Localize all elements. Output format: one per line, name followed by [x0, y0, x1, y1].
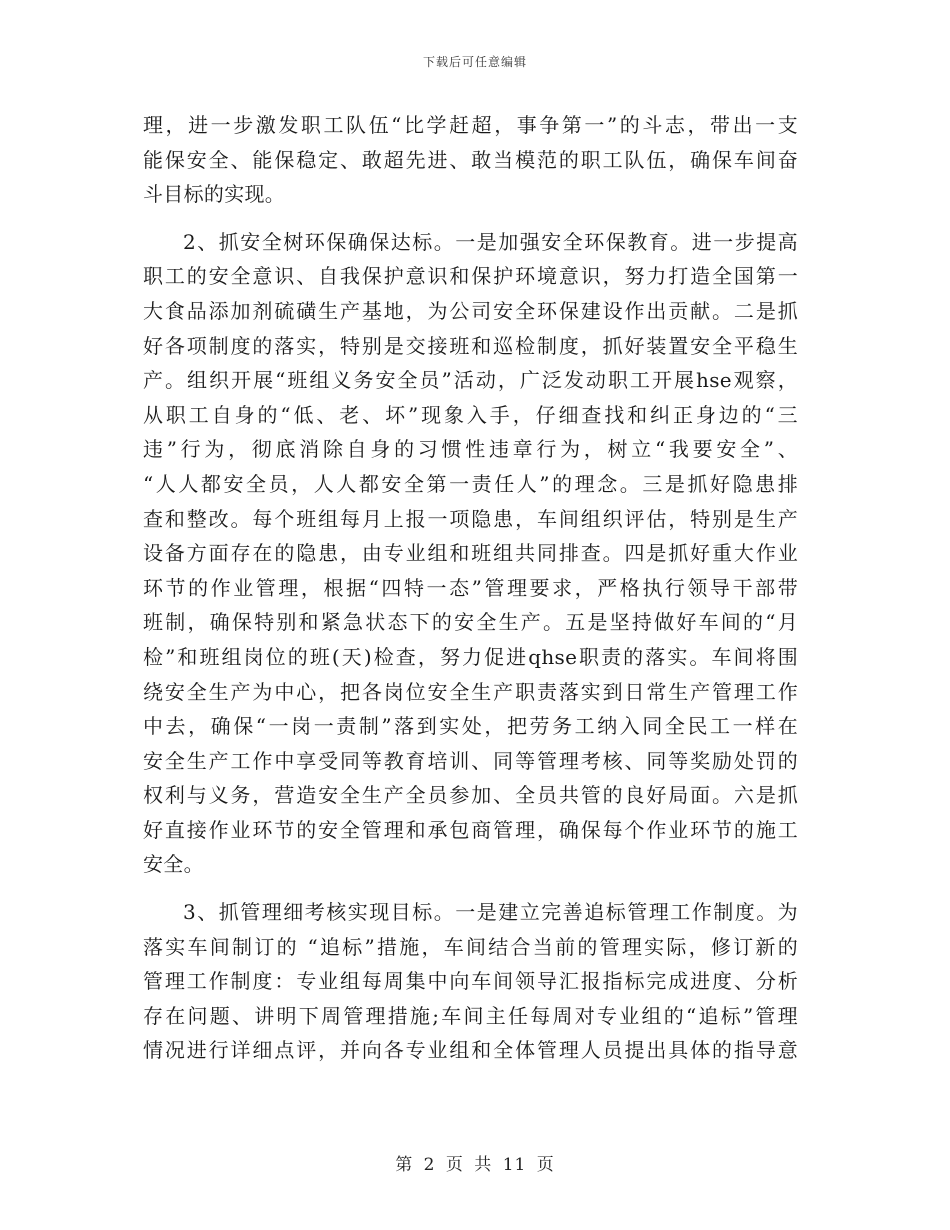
text-line: 违”行为，彻底消除自身的习惯性违章行为，树立“我要安全”、 — [143, 437, 798, 462]
text-line: 设备方面存在的隐患，由专业组和班组共同排查。四是抓好重大作业 — [143, 541, 798, 566]
text-line: 职工的安全意识、自我保护意识和保护环境意识，努力打造全国第一 — [143, 264, 798, 289]
text-line: 环节的作业管理，根据“四特一态”管理要求，严格执行领导干部带 — [143, 575, 798, 600]
paragraph-2 — [143, 225, 798, 882]
text-line: 理，进一步激发职工队伍“比学赶超，事争第一”的斗志，带出一支 — [143, 113, 798, 137]
page-header: 下载后可任意编辑 — [422, 55, 527, 69]
paragraph-3 — [143, 895, 798, 1068]
text-line: 绕安全生产为中心，把各岗位安全生产职责落实到日常生产管理工作 — [143, 679, 798, 704]
text-line: 存在问题、讲明下周管理措施;车间主任每周对专业组的“追标”管理 — [143, 1003, 798, 1028]
text-line: 大食品添加剂硫磺生产基地，为公司安全环保建设作出贡献。二是抓 — [143, 298, 798, 323]
text-line: 查和整改。每个班组每月上报一项隐患，车间组织评估，特别是生产 — [143, 506, 798, 531]
text-line: 斗目标的实现。 — [143, 182, 286, 207]
text-line: 好直接作业环节的安全管理和承包商管理，确保每个作业环节的施工 — [143, 817, 798, 842]
text-line: 落实车间制订的 “追标”措施，车间结合当前的管理实际，修订新的 — [143, 934, 798, 959]
text-line: 管理工作制度：专业组每周集中向车间领导汇报指标完成进度、分析 — [143, 969, 798, 994]
text-line: 权利与义务，营造安全生产全员参加、全员共管的良好局面。六是抓 — [143, 783, 798, 808]
text-line: 产。组织开展“班组义务安全员”活动，广泛发动职工开展hse观察， — [143, 368, 798, 393]
document-body — [143, 108, 798, 1068]
paragraph-1 — [143, 108, 798, 212]
paragraph-gap — [143, 212, 798, 225]
paragraph-gap — [143, 882, 798, 895]
text-line: 班制，确保特别和紧急状态下的安全生产。五是坚持做好车间的“月 — [143, 610, 798, 635]
text-line: 好各项制度的落实，特别是交接班和巡检制度，抓好装置安全平稳生 — [143, 333, 798, 358]
text-line: 安全。 — [143, 852, 204, 877]
text-line: “人人都安全员，人人都安全第一责任人”的理念。三是抓好隐患排 — [143, 471, 798, 496]
text-line: 2、抓安全树环保确保达标。一是加强安全环保教育。进一步提高 — [183, 229, 798, 254]
text-line: 从职工自身的“低、老、坏”现象入手，仔细查找和纠正身边的“三 — [143, 402, 798, 427]
text-line: 安全生产工作中享受同等教育培训、同等管理考核、同等奖励处罚的 — [143, 748, 798, 773]
text-line: 检”和班组岗位的班(天)检查，努力促进qhse职责的落实。车间将围 — [143, 644, 798, 669]
text-line: 能保安全、能保稳定、敢超先进、敢当模范的职工队伍，确保车间奋 — [143, 147, 798, 172]
text-line: 3、抓管理细考核实现目标。一是建立完善追标管理工作制度。为 — [183, 900, 798, 925]
text-line: 情况进行详细点评，并向各专业组和全体管理人员提出具体的指导意 — [143, 1038, 798, 1063]
text-line: 中去，确保“一岗一责制”落到实处，把劳务工纳入同全民工一样在 — [143, 714, 798, 739]
page-number-footer: 第 2 页 共 11 页 — [395, 1155, 555, 1175]
